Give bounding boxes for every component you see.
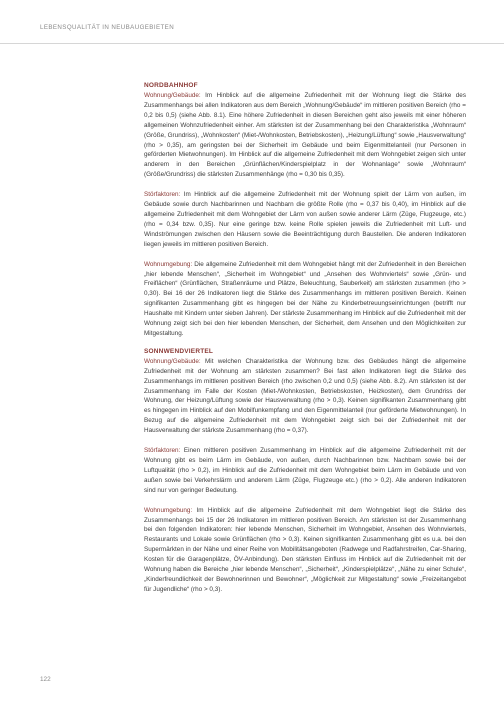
paragraph-stoerfaktoren	[144, 190, 466, 249]
paragraph-lead: Wohnumgebung:	[144, 506, 193, 514]
paragraph-text: Einen mittleren positiven Zusammenhang im Hinblick auf die allgemeine Zufriedenheit mit der Wohnung gibt es beim Lärm im Gebäude, von außen, durch Nachbarinnen bzw. Nachbarn sowie bei der Luftqualität (rho > 0,2), im Hinblick auf die Zufriedenheit mit dem Wohngebiet beim Lärm im Gebäude und von außen sowie bei Verkehrslärm und anderem Lärm (Züge, Flugzeuge etc.) (rho > 0,2). Alle anderen Indikatoren sind nur von geringer Bedeutung.	[144, 447, 466, 494]
paragraph-text: Im Hinblick auf die allgemeine Zufriedenheit mit der Wohnung spielt der Lärm von außen, im Gebäude sowie durch Nachbarinnen und Nachbarn die größte Rolle (rho = 0,37 bis 0,40), im Hinblick auf die allgemeine Zufriedenheit mit dem Wohngebiet der Lärm von außen sowie anderer Lärm (Züge, Flugzeuge, etc.) (rho = 0,34 bzw. 0,35). Nur eine geringe bzw. keine Rolle spielen jeweils die Zufriedenheit mit Luft- und Windströmungen zwischen den Häusern sowie die Beeinträchtigung durch Baustellen. Die anderen Indikatoren liegen jeweils im mittleren positiven Bereich.	[144, 191, 466, 248]
page-number: 122	[40, 676, 51, 683]
paragraph-lead: Störfaktoren:	[144, 191, 181, 199]
paragraph-text: Die allgemeine Zufriedenheit mit dem Wohngebiet hängt mit der Zufriedenheit in den Bereichen „hier lebende Menschen“, „Sicherheit im Wohngebiet“ und „Ansehen des Wohnviertels“ sowie „Grün- und Freiflächen“ (Grünflächen, Straßenräume und Plätze, Beleuchtung, Sauberkeit) am stärksten zusammen (rho > 0,30). Bei 16 der 26 Indikatoren liegt die Stärke des Zusammenhangs im mittleren positiven Bereich. Keinen signifikanten Zusammenhang gibt es hingegen bei der Nähe zu Kinderbetreuungseinrichtungen (betrifft nur Haushalte mit Kindern unter sieben Jahren). Der stärkste Zusammenhang im Hinblick auf die Zufriedenheit mit der Wohnung zeigt sich bei den hier lebenden Menschen, der Sicherheit, dem Ansehen und den Möglichkeiten zur Mitgestaltung.	[144, 260, 466, 337]
paragraph-wohnung-gebaeude	[144, 357, 466, 436]
paragraph-stoerfaktoren	[144, 446, 466, 496]
paragraph-lead: Wohnung/Gebäude:	[144, 92, 201, 99]
paragraph-wohnumgebung	[144, 506, 466, 595]
paragraph-text: Mit welchen Charakteristika der Wohnung bzw. des Gebäudes hängt die allgemeine Zufriedenheit mit der Wohnung am stärksten zusammen? Bei fast allen Indikatoren liegt die Stärke des Zusammenhangs im mittleren positiven Bereich (rho zwischen 0,2 und 0,5) (siehe Abb. 8.2). Am stärksten ist der Zusammenhang im Falle der Kosten (Miet-/Wohnkosten, Betriebskosten, Heizkosten), dem Grundriss der Wohnung, der Heizung/Lüftung sowie der Hausverwaltung (rho > 0,3). Keinen signifikanten Zusammenhang gibt es hingegen im Hinblick auf den Mobilfunkempfang und den Eigenmittelanteil (nur geförderte Mietwohnungen). In Bezug auf die allgemeine Zufriedenheit mit dem Wohngebiet zeigt sich bei der Zufriedenheit mit der Hausverwaltung der stärkste Zusammenhang (rho = 0,37).	[144, 357, 466, 435]
paragraph-lead: Wohnumgebung:	[144, 260, 193, 268]
section-title-sonnwendviertel: SONNWENDVIERTEL	[144, 347, 214, 355]
main-text-column	[144, 81, 466, 595]
paragraph-text: Im Hinblick auf die allgemeine Zufriedenheit mit dem Wohngebiet liegt die Stärke des Zusammenhangs bei 15 der 26 Indikatoren im mittleren positiven Bereich. Am stärksten ist der Zusammenhang bei den folgenden Indikatoren: hier lebende Menschen, Sicherheit im Wohngebiet, Ansehen des Wohnviertels, Restaurants und Lokale sowie Grünflächen (rho > 0,3). Keinen signifikanten Zusammenhang gibt es u.a. bei den Supermärkten in der Nähe und einer Reihe von Mobilitätsangeboten (Radwege und Radfahrstreifen, Car-Sharing, Kosten für die Garagenplätze, ÖV-Anbindung). Den stärksten Einfluss im Hinblick auf die Zufriedenheit mit der Wohnung haben die Bereiche „hier lebende Menschen“, „Sicherheit“, „Kinderspielplätze“, „Nähe zu einer Schule“, „Kinderfreundlichkeit der Bewohnerinnen und Bewohner“, „Möglichkeit zur Mitgestaltung“ sowie „Freizeitangebot für Jugendliche“ (rho > 0,3).	[144, 506, 466, 593]
header-divider	[0, 43, 504, 44]
paragraph-wohnumgebung	[144, 260, 466, 339]
paragraph-wohnung-gebaeude	[144, 91, 466, 180]
section-title-nordbahnhof: NORDBAHNHOF	[144, 82, 198, 89]
paragraph-lead: Wohnung/Gebäude:	[144, 357, 201, 365]
running-head: LEBENSQUALITÄT IN NEUBAUGEBIETEN	[40, 24, 175, 31]
paragraph-lead: Störfaktoren:	[144, 447, 181, 455]
paragraph-text: Im Hinblick auf die allgemeine Zufriedenheit mit der Wohnung liegt die Stärke des Zusammenhangs bei allen Indikatoren aus dem Bereich „Wohnung/Gebäude“ im mittleren positiven Bereich (rho = 0,2 bis 0,5) (siehe Abb. 8.1). Eine höhere Zufriedenheit in diesen Bereichen geht also jeweils mit einer höheren allgemeinen Wohnzufriedenheit einher. Am stärksten ist der Zusammenhang bei den Charakteristika „Wohnraum“ (Größe, Grundriss), „Wohnkosten“ (Miet-/Wohnkosten, Betriebskosten), „Heizung/Lüftung“ sowie „Hausverwaltung“ (rho > 0,35), am geringsten bei der Sicherheit im Gebäude und beim Eigenmittelanteil (nur Personen in geförderten Mietwohnungen). Im Hinblick auf die allgemeine Zufriedenheit mit dem Wohngebiet zeigen sich unter anderem in den Bereichen „Grünflächen/Kinderspielplatz in der Wohnanlage“ sowie „Wohnraum“ (Größe/Grundriss) die stärksten Zusammenhänge (rho = 0,30 bis 0,35).	[144, 92, 467, 179]
